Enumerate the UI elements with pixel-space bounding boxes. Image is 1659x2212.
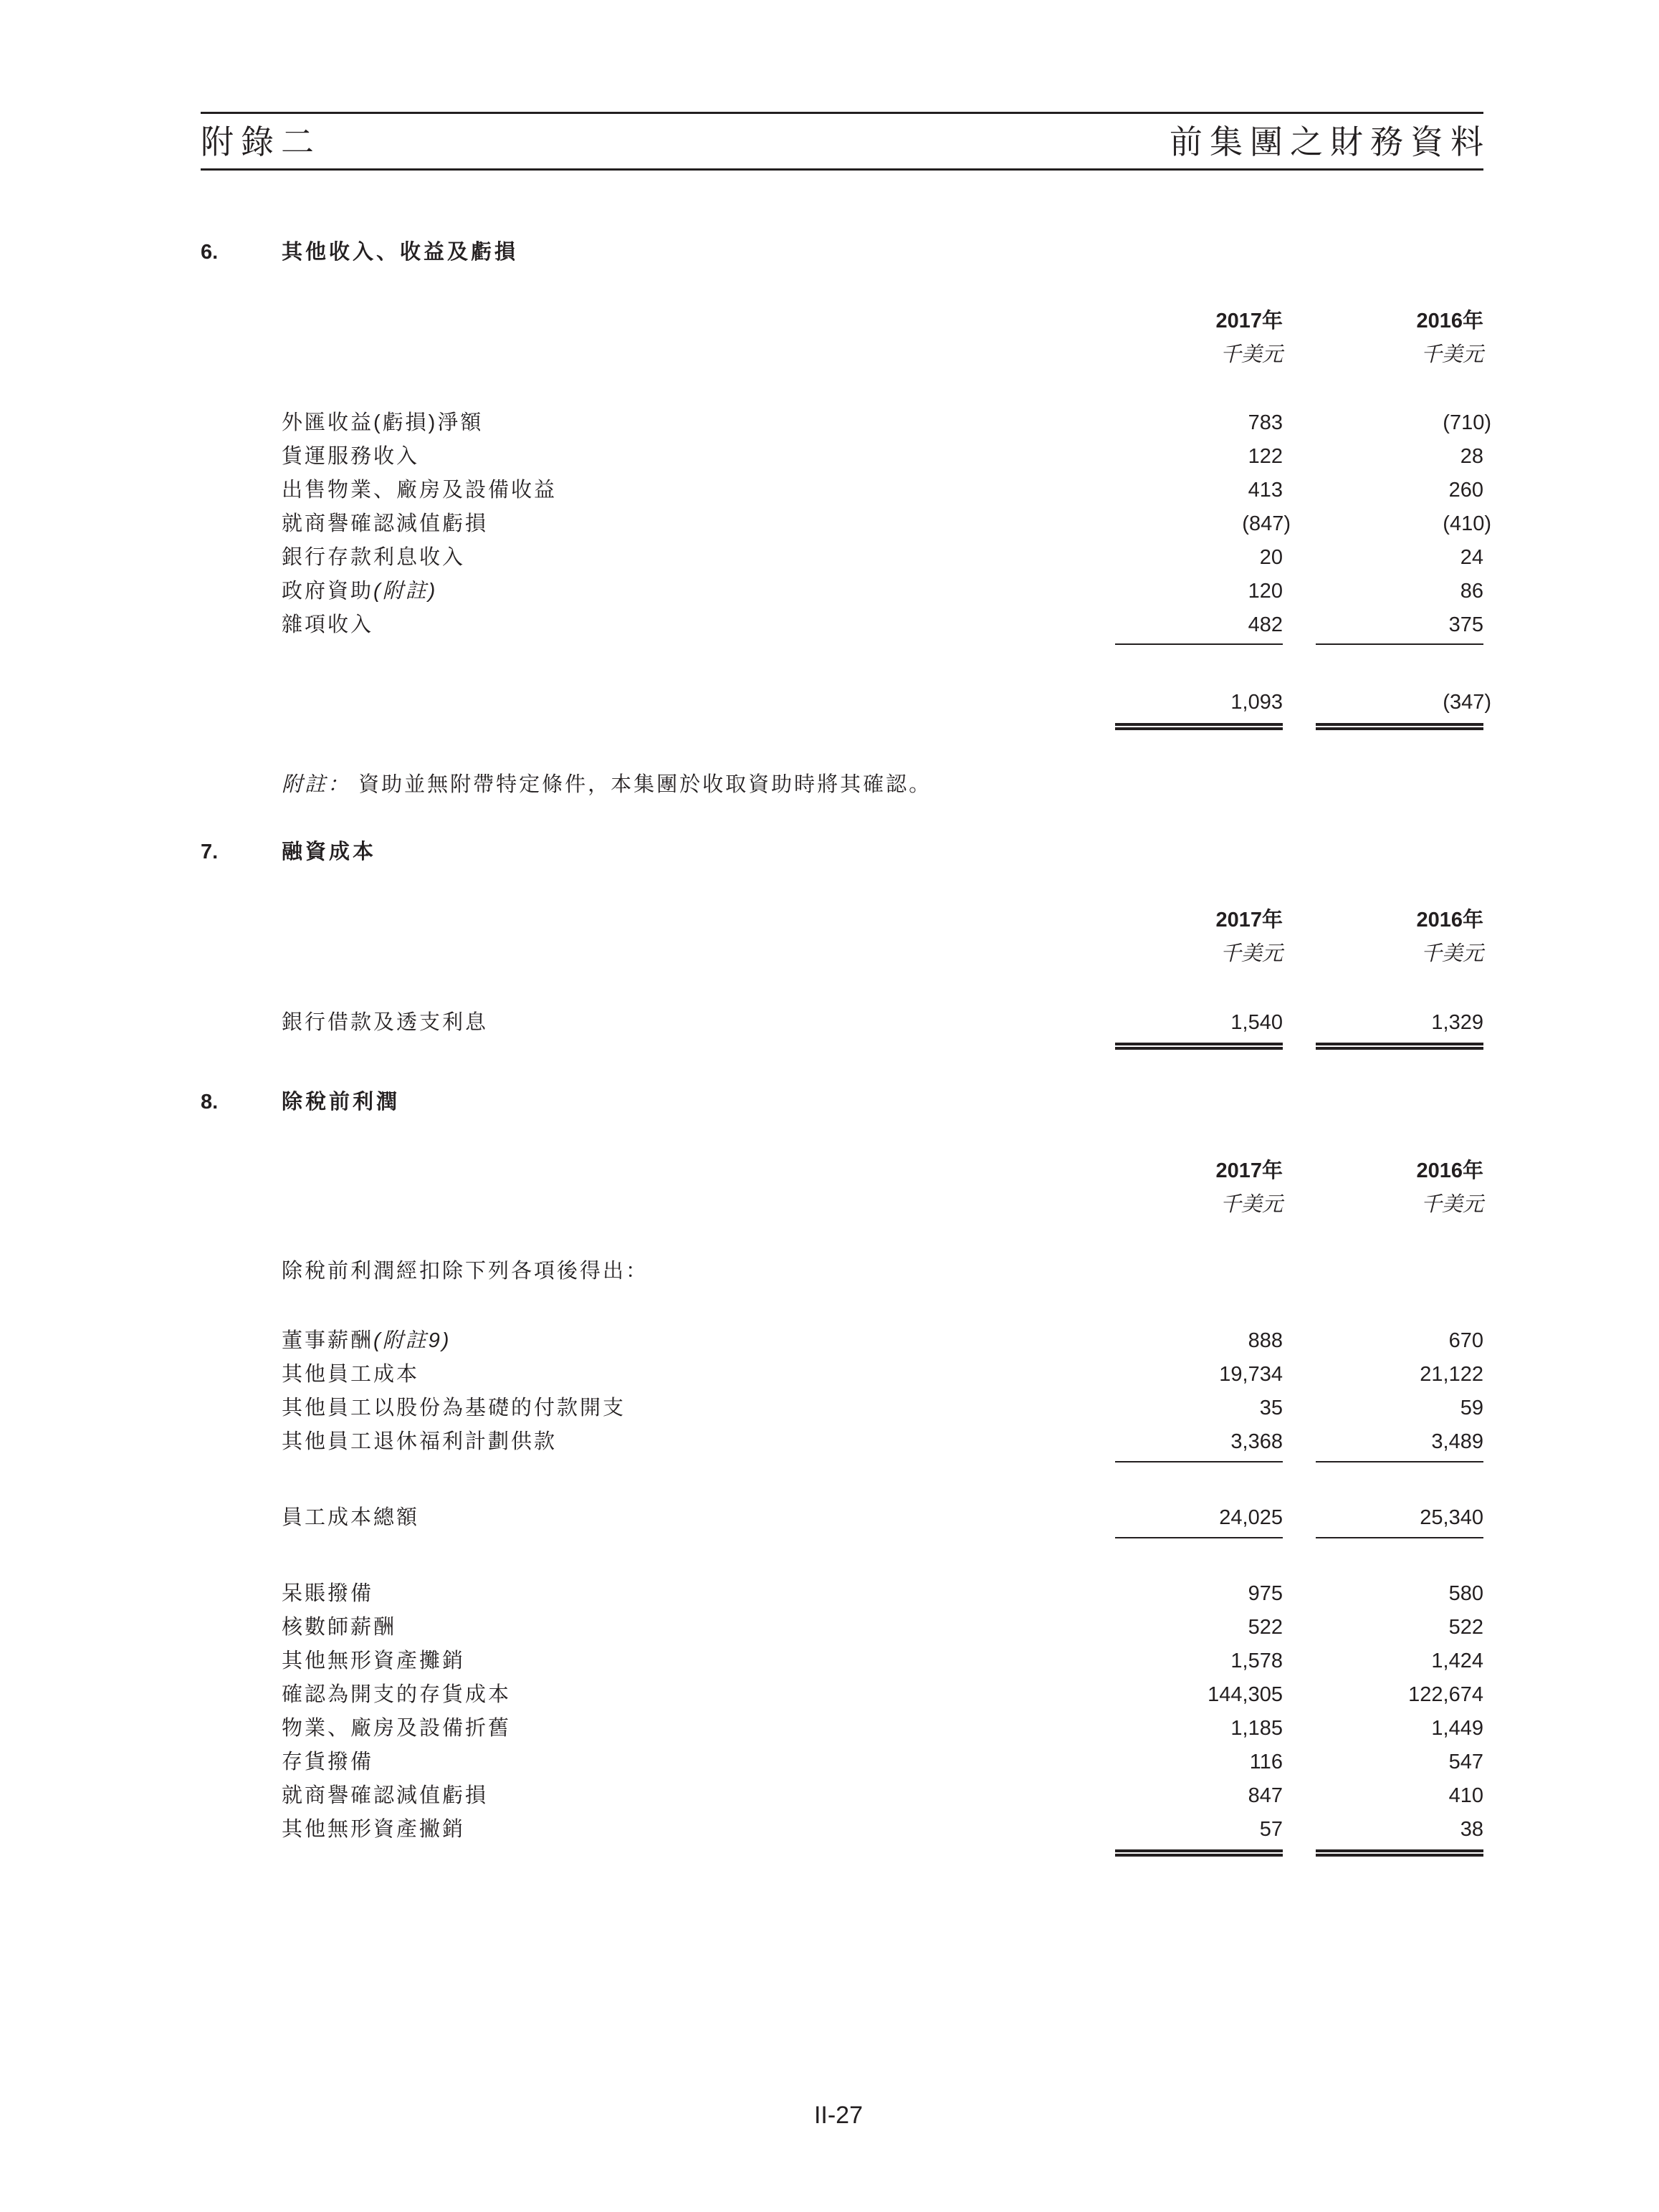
table-cell-2016: 375 xyxy=(1448,613,1483,636)
table-row-label: 銀行存款利息收入 xyxy=(282,546,466,569)
section-8-title: 除稅前利潤 xyxy=(282,1091,401,1114)
table-cell-2017: 1,540 xyxy=(1230,1011,1283,1034)
table-cell-2017: 144,305 xyxy=(1208,1683,1283,1706)
table-row-label xyxy=(282,578,437,604)
subtotal-rule xyxy=(1316,1537,1483,1538)
section-intro: 除稅前利潤經扣除下列各項後得出： xyxy=(282,1260,649,1283)
table-row-label: 就商譽確認減值虧損 xyxy=(282,512,489,535)
column-header-2017: 2017年 xyxy=(1215,310,1283,332)
section-6-number: 6. xyxy=(201,241,219,264)
table-cell-2016: (410) xyxy=(1443,512,1491,535)
table-row-label: 呆賬撥備 xyxy=(282,1582,374,1605)
column-header-2017: 2017年 xyxy=(1215,1159,1283,1182)
table-cell-2016: 670 xyxy=(1448,1329,1483,1352)
table-row-label xyxy=(282,1328,451,1354)
total-double-rule xyxy=(1115,1043,1283,1050)
table-cell-2017: 482 xyxy=(1248,613,1283,636)
subtotal-rule xyxy=(1115,643,1283,645)
table-cell-2017: 120 xyxy=(1248,580,1283,603)
table-cell-2017: 783 xyxy=(1248,411,1283,434)
table-cell-2017: 1,185 xyxy=(1230,1717,1283,1740)
table-cell-2016: 580 xyxy=(1448,1582,1483,1605)
total-double-rule xyxy=(1115,723,1283,730)
column-header-2017: 2017年 xyxy=(1215,909,1283,932)
table-row-label: 貨運服務收入 xyxy=(282,445,420,468)
table-cell-2016: 1,329 xyxy=(1431,1011,1483,1034)
table-cell-2017: (847) xyxy=(1242,512,1291,535)
table-cell-2017: 1,578 xyxy=(1230,1650,1283,1672)
table-row-label: 就商譽確認減值虧損 xyxy=(282,1784,489,1807)
column-unit-2017: 千美元 xyxy=(1220,1193,1283,1216)
table-row-label: 物業、廠房及設備折舊 xyxy=(282,1717,512,1740)
table-row-label: 確認為開支的存貨成本 xyxy=(282,1683,512,1706)
table-cell-2016: 122,674 xyxy=(1408,1683,1483,1706)
total-double-rule xyxy=(1316,1849,1483,1857)
table-cell-2017: 35 xyxy=(1259,1397,1283,1419)
table-cell-2016: 28 xyxy=(1460,445,1483,468)
table-row-label: 其他員工成本 xyxy=(282,1363,420,1386)
table-row-label: 其他無形資產撇銷 xyxy=(282,1818,466,1841)
footnote-text: 資助並無附帶特定條件，本集團於收取資助時將其確認。 xyxy=(358,773,932,796)
subtotal-rule xyxy=(1316,1461,1483,1462)
row-label-text: 政府資助 xyxy=(282,580,374,603)
section-7-title: 融資成本 xyxy=(282,841,377,863)
table-row-label: 核數師薪酬 xyxy=(282,1616,397,1639)
subtotal-rule xyxy=(1115,1461,1283,1462)
table-row-label: 雜項收入 xyxy=(282,613,374,636)
table-cell-2016: 38 xyxy=(1460,1818,1483,1841)
subtotal-rule xyxy=(1115,1537,1283,1538)
table-cell-2017: 413 xyxy=(1248,479,1283,502)
total-double-rule xyxy=(1115,1849,1283,1857)
table-cell-2016: 24 xyxy=(1460,546,1483,569)
table-cell-2017: 116 xyxy=(1249,1751,1283,1773)
column-unit-2016: 千美元 xyxy=(1420,343,1483,366)
table-cell-2017: 522 xyxy=(1248,1616,1283,1639)
total-double-rule xyxy=(1316,1043,1483,1050)
column-unit-2016: 千美元 xyxy=(1420,942,1483,965)
table-cell-2017: 888 xyxy=(1248,1329,1283,1352)
row-note-ref: (附註9) xyxy=(373,1329,451,1352)
table-row-label: 存貨撥備 xyxy=(282,1751,374,1773)
table-cell-2017: 975 xyxy=(1248,1582,1283,1605)
table-cell-2016: 547 xyxy=(1448,1751,1483,1773)
row-note-ref: (附註) xyxy=(373,580,438,603)
table-row-label: 其他無形資產攤銷 xyxy=(282,1650,466,1672)
table-cell-2016: (710) xyxy=(1443,411,1491,434)
staff-total-label: 員工成本總額 xyxy=(282,1506,420,1529)
footnote-label: 附註： xyxy=(282,773,351,796)
section-7-number: 7. xyxy=(201,841,219,863)
table-cell-2016: 260 xyxy=(1448,479,1483,502)
page-number: II-27 xyxy=(813,2102,864,2129)
appendix-title: 附錄二 xyxy=(201,123,321,161)
table-cell-2016: 21,122 xyxy=(1420,1363,1483,1386)
table-cell-2016: 86 xyxy=(1460,580,1483,603)
table-cell-2017: 20 xyxy=(1259,546,1283,569)
staff-total-2016: 25,340 xyxy=(1420,1506,1483,1529)
table-row-label: 銀行借款及透支利息 xyxy=(282,1011,489,1034)
page-header xyxy=(201,112,1491,171)
column-unit-2017: 千美元 xyxy=(1220,343,1283,366)
row-label-text: 董事薪酬 xyxy=(282,1329,374,1352)
table-cell-2016: 410 xyxy=(1448,1784,1483,1807)
table-cell-2016: 1,424 xyxy=(1431,1650,1483,1672)
total-double-rule xyxy=(1316,723,1483,730)
table-cell-2017: 3,368 xyxy=(1230,1430,1283,1453)
column-header-2016: 2016年 xyxy=(1416,909,1483,932)
table-cell-2016: 3,489 xyxy=(1431,1430,1483,1453)
section-6-title: 其他收入、收益及虧損 xyxy=(282,241,519,264)
column-header-2016: 2016年 xyxy=(1416,310,1483,332)
total-cell-2016: (347) xyxy=(1443,691,1491,714)
table-cell-2017: 57 xyxy=(1259,1818,1283,1841)
column-header-2016: 2016年 xyxy=(1416,1159,1483,1182)
table-cell-2016: 59 xyxy=(1460,1397,1483,1419)
table-row-label: 其他員工以股份為基礎的付款開支 xyxy=(282,1397,626,1419)
section-8-number: 8. xyxy=(201,1091,219,1114)
column-unit-2016: 千美元 xyxy=(1420,1193,1483,1216)
total-cell-2017: 1,093 xyxy=(1230,691,1283,714)
staff-total-2017: 24,025 xyxy=(1219,1506,1283,1529)
footnote xyxy=(282,772,932,798)
column-unit-2017: 千美元 xyxy=(1220,942,1283,965)
table-row-label: 其他員工退休福利計劃供款 xyxy=(282,1430,558,1453)
section-heading: 前集團之財務資料 xyxy=(1170,123,1491,161)
table-cell-2016: 1,449 xyxy=(1431,1717,1483,1740)
table-cell-2017: 847 xyxy=(1248,1784,1283,1807)
table-cell-2017: 122 xyxy=(1248,445,1283,468)
table-row-label: 外匯收益(虧損)淨額 xyxy=(282,411,484,434)
table-cell-2017: 19,734 xyxy=(1219,1363,1283,1386)
subtotal-rule xyxy=(1316,643,1483,645)
table-row-label: 出售物業、廠房及設備收益 xyxy=(282,479,558,502)
table-cell-2016: 522 xyxy=(1448,1616,1483,1639)
